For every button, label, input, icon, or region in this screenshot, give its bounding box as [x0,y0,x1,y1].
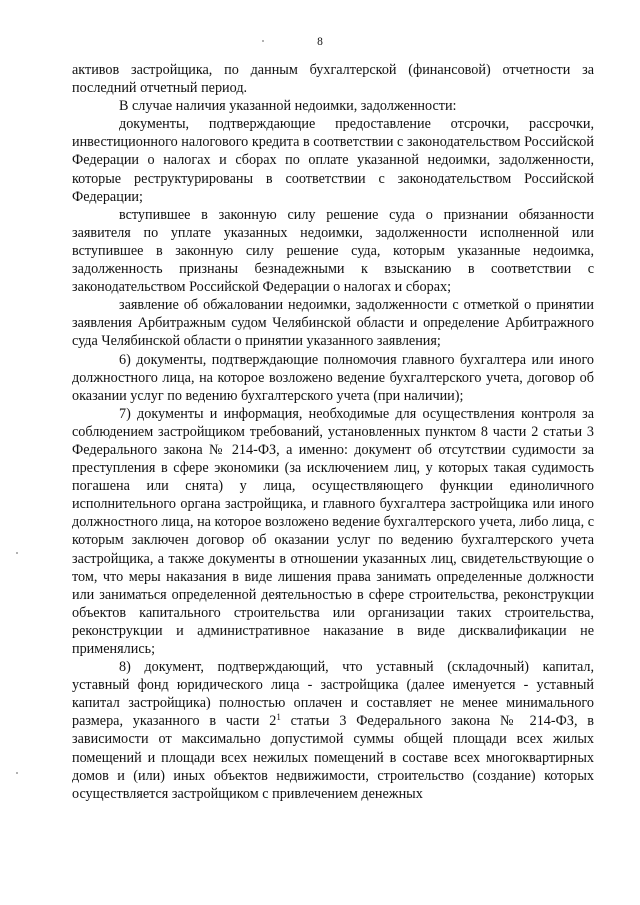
paragraph: В случае наличия указанной недоимки, задолженности: [119,98,457,115]
paragraph [72,658,594,803]
paragraph-text: статьи 3 Федерального закона № 214-ФЗ, в зависимости от максимально допустимой суммы общей площади всех жилых помещений и площади всех нежилых помещений в составе всех многоквартирных домов и (или) иных объектов недвижимости, строительство (создание) которых осуществляется застройщиком с привлечением денежных [72,713,594,802]
paragraph: вступившее в законную силу решение суда о признании обязанности заявителя по уплате указанных недоимки, задолженности исполненной или вступившее в законную силу решение суда, которым указанные недоимка, задолженность признаны безнадежными к взысканию в соответствии с законодательством Российской Федерации о налогах и сборах; [72,206,594,296]
paragraph: 6) документы, подтверждающие полномочия главного бухгалтера или иного должностного лица, на которое возложено ведение бухгалтерского учета, договор об оказании услуг по ведению бухгалтерского учета (при наличии); [72,351,594,404]
body-text [72,61,594,803]
superscript: 1 [276,712,281,723]
paragraph: 7) документы и информация, необходимые для осуществления контроля за соблюдением застройщиком требований, установленных пунктом 8 части 2 статьи 3 Федерального закона № 214-ФЗ, а именно: документ об отсутствии судимости за преступления в сфере экономики (за исключением лиц, у которых такая судимость погашена или снята) у лица, осуществляющего функции единоличного исполнительного органа застройщика, и главного бухгалтера застройщика или иного должностного лица, на которое возложено ведение бухгалтерского учета, либо лица, с которым заключен договор об оказании услуг по ведению бухгалтерского учета застройщика, а также документы в отношении указанных лиц, свидетельствующие о том, что меры наказания в виде лишения права занимать определенные должности или заниматься определенной деятельностью в сфере строительства, реконструкции объектов капитального строительства или организации таких строительства, реконструкции и административное наказание в виде дисквалификации не применялись; [72,405,594,657]
page-number: 8 [317,36,323,48]
scan-speck [16,552,18,554]
paragraph: заявление об обжаловании недоимки, задолженности с отметкой о принятии заявления Арбитражным судом Челябинской области и определение Арбитражного суда Челябинской области о принятии указанного заявления; [72,297,594,350]
scan-speck [262,40,264,42]
paragraph: документы, подтверждающие предоставление отсрочки, рассрочки, инвестиционного налогового кредита в соответствии с законодательством Российской Федерации о налогах и сборах по оплате указанной недоимки, задолженности, которые реструктурированы в соответствии с законодательством Российской Федерации; [72,116,594,205]
scan-speck [16,772,18,774]
paragraph-text: 8) документ, подтверждающий, что уставный (складочный) капитал, уставный фонд юридического лица - застройщика (далее именуется - уставный капитал застройщика) полностью оплачен и составляет не менее минимального размера, указанного в части 2 [72,659,594,730]
paragraph: активов застройщика, по данным бухгалтерской (финансовой) отчетности за последний отчетный период. [72,62,594,97]
